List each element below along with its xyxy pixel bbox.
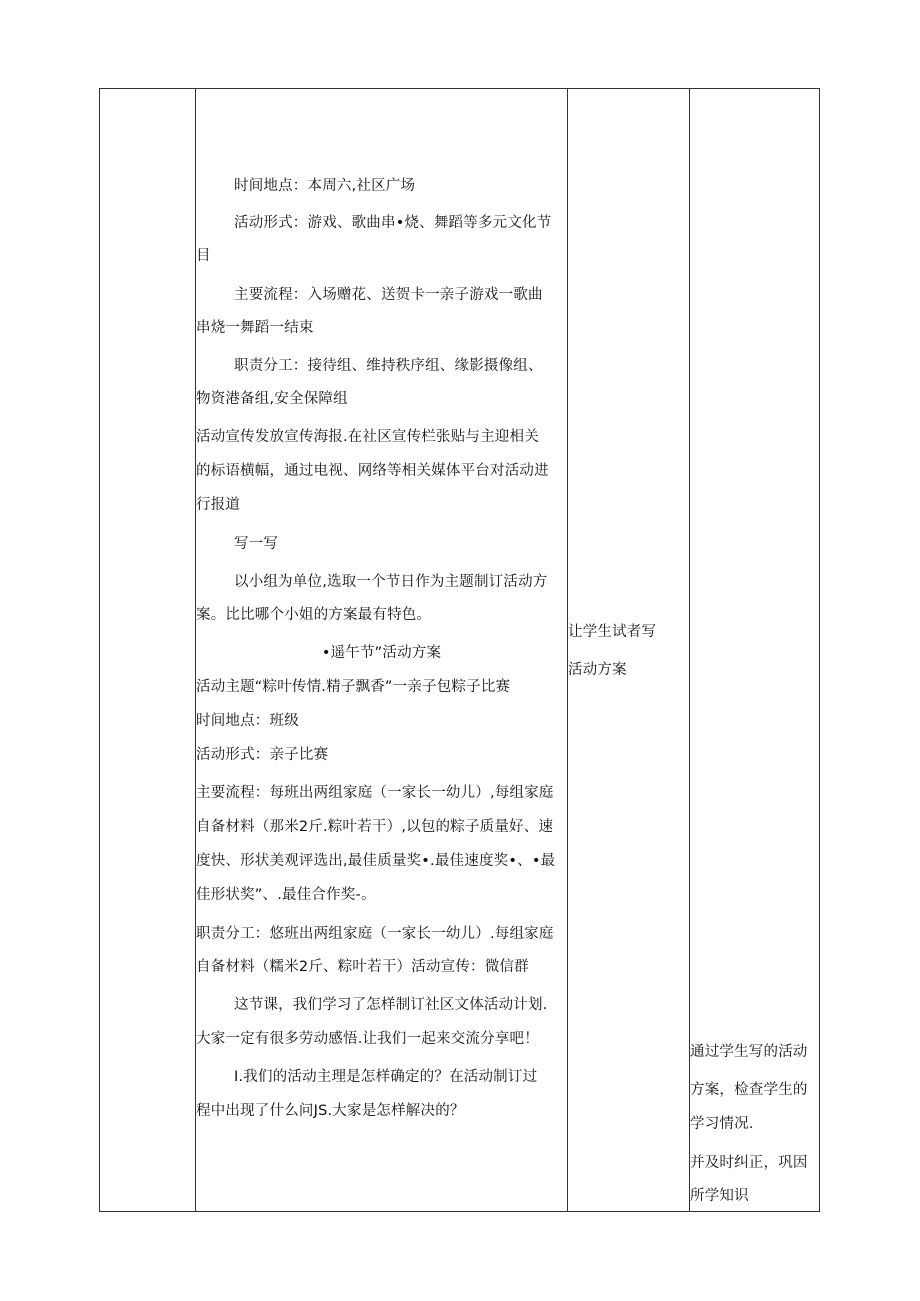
content-line: 活动主题“粽叶传情.精子飘香”一亲子包粽子比赛 bbox=[196, 679, 511, 695]
content-line: 主要流程：入场赠花、送贺卡一亲子游戏一歌曲 bbox=[234, 287, 543, 303]
design-intent-line: 所学知识 bbox=[690, 1188, 749, 1204]
content-line: I.我们的活动主理是怎样确定的？在活动制订过 bbox=[234, 1069, 538, 1085]
table-row bbox=[100, 89, 820, 1212]
content-line: 自备材料（那米2斤.粽叶若干）,以包的粽子质量好、速 bbox=[196, 819, 554, 835]
content-line: 度快、形状美观评选出,最佳质量奖•.最佳速度奖•、•最 bbox=[196, 853, 556, 869]
content-line: 活动形式：游戏、歌曲串•烧、舞蹈等多元文化节 bbox=[234, 215, 552, 231]
content-line: 目 bbox=[196, 248, 211, 264]
content-line: 写一写 bbox=[234, 536, 279, 552]
design-intent bbox=[690, 89, 819, 1211]
content-line: 时间地点：班级 bbox=[196, 713, 299, 729]
student-activity-cell bbox=[568, 89, 690, 1212]
content-line: 主要流程：每班出两组家庭（一家长一幼儿）,每组家庭 bbox=[196, 785, 554, 801]
student-activity-line: 让学生试者写 bbox=[568, 624, 657, 640]
content-line: 程中出现了什么问JS.大家是怎样解决的？ bbox=[196, 1103, 465, 1119]
student-activity bbox=[568, 89, 689, 1211]
design-intent-line: 并及时纠正，巩因 bbox=[690, 1155, 808, 1171]
teaching-content-cell bbox=[196, 89, 568, 1212]
design-intent-line: 通过学生写的活动 bbox=[690, 1044, 808, 1060]
stage-cell bbox=[100, 89, 196, 1212]
content-line: 职责分工：接待组、维持秩序组、缘影摄像组、 bbox=[234, 358, 543, 374]
design-intent-line: 方案，检查学生的 bbox=[690, 1082, 808, 1098]
content-line: 串烧一舞蹈一结束 bbox=[196, 320, 314, 336]
content-line: 大家一定有很多劳动感悟.让我们一起来交流分享吧！ bbox=[196, 1031, 539, 1047]
content-line: 的标语横幅，通过电视、网络等相关媒体平台对活动进 bbox=[196, 463, 549, 479]
design-intent-line: 学习情况. bbox=[690, 1116, 754, 1132]
content-line: 职责分工：悠班出两组家庭（一家长一幼儿）.每组家庭 bbox=[196, 926, 554, 942]
content-line: 行报道 bbox=[196, 497, 241, 513]
lesson-plan-table bbox=[99, 88, 820, 1212]
student-activity-line: 活动方案 bbox=[568, 662, 627, 678]
content-line: •遥午节”活动方案 bbox=[321, 645, 442, 661]
content-line: 以小组为单位,选取一个节日作为主题制订活动方 bbox=[234, 574, 548, 590]
content-line: 这节课，我们学习了怎样制订社区文体活动计划. bbox=[234, 997, 548, 1013]
content-line: 活动形式：亲子比赛 bbox=[196, 747, 329, 763]
design-intent-cell bbox=[690, 89, 820, 1212]
content-line: 活动宣传发放宣传海报.在社区宣传栏张贴与主迎相关 bbox=[196, 429, 539, 445]
content-line: 佳形状奖”、.最佳合作奖-。 bbox=[196, 887, 376, 903]
teaching-content bbox=[196, 89, 567, 1211]
content-line: 物资港备组,安全保障组 bbox=[196, 391, 348, 407]
content-line: 案。比比哪个小姐的方案最有特色。 bbox=[196, 607, 432, 623]
content-line: 自备材料（糯米2斤、粽叶若干）活动宣传：微信群 bbox=[196, 959, 529, 975]
content-line: 时间地点：本周六,社区广场 bbox=[234, 178, 416, 194]
